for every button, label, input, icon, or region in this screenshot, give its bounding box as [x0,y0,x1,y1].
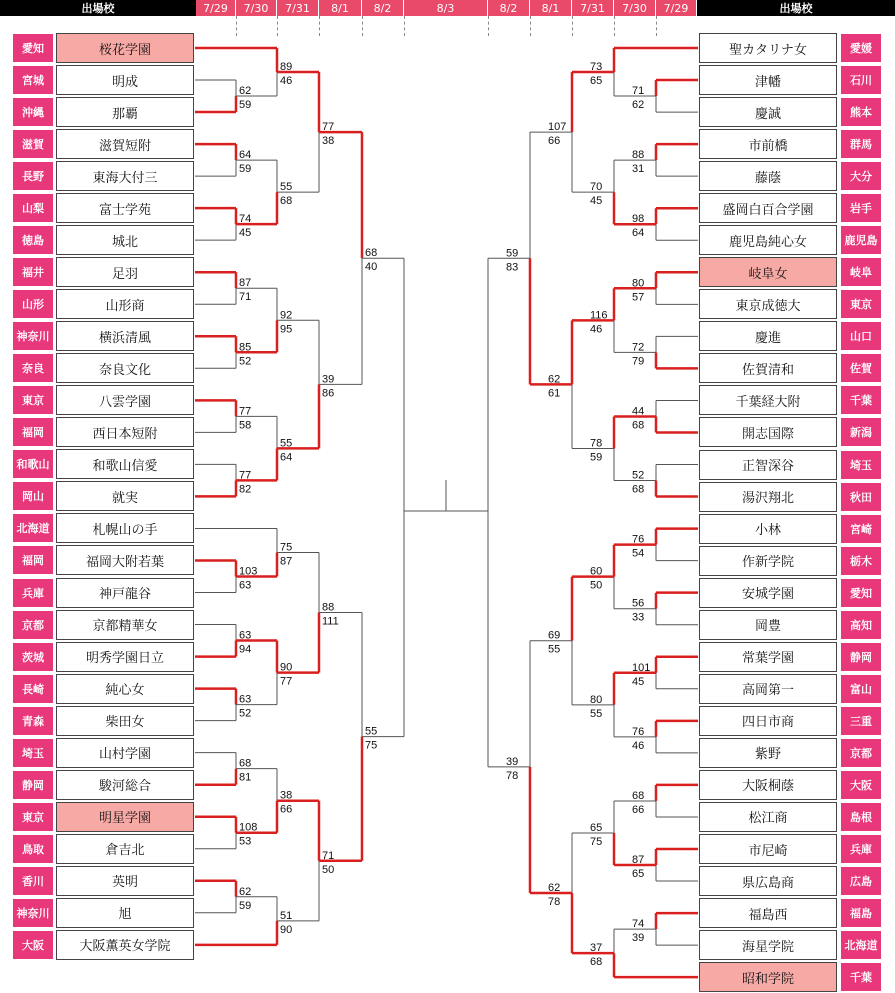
prefecture-label: 栃木 [841,547,881,575]
score-label: 71 [239,291,252,304]
team-name[interactable]: 柴田女 [56,706,194,736]
date-right-1: 8/1 [530,0,572,16]
score-label: 68 [280,195,293,208]
prefecture-label: 京都 [841,739,881,767]
score-label: 77 [280,675,293,688]
score-label: 85 [239,341,252,354]
score-label: 90 [280,661,293,674]
prefecture-label: 福岡 [13,546,53,574]
score-label: 77 [322,121,335,134]
prefecture-label: 滋賀 [13,130,53,158]
score-label: 55 [280,437,293,450]
score-label: 46 [280,75,293,88]
team-name[interactable]: 藤蔭 [699,161,837,191]
team-name[interactable]: 城北 [56,225,194,255]
score-label: 69 [548,629,561,642]
score-label: 116 [590,309,608,322]
prefecture-label: 東京 [13,803,53,831]
prefecture-label: 神奈川 [13,899,53,927]
prefecture-label: 愛知 [13,34,53,62]
score-label: 37 [590,942,603,955]
score-label: 59 [239,163,252,176]
team-name[interactable]: 横浜清風 [56,321,194,351]
team-name[interactable]: 海星学院 [699,930,837,960]
score-label: 87 [280,555,293,568]
score-label: 90 [280,923,293,936]
prefecture-label: 長野 [13,162,53,190]
score-label: 88 [322,601,335,614]
prefecture-label: 岡山 [13,482,53,510]
score-label: 78 [590,437,603,450]
score-label: 44 [632,405,645,418]
score-label: 53 [239,835,252,848]
score-label: 40 [365,261,378,274]
score-label: 94 [239,643,252,656]
score-label: 74 [632,918,645,931]
date-left-2: 7/31 [277,0,319,16]
score-label: 80 [632,277,645,290]
score-label: 95 [280,323,293,336]
prefecture-label: 静岡 [841,643,881,671]
prefecture-label: 新潟 [841,418,881,446]
prefecture-label: 宮城 [13,66,53,94]
prefecture-label: 山梨 [13,194,53,222]
score-label: 107 [548,121,567,134]
team-name[interactable]: 明成 [56,65,194,95]
score-label: 74 [239,213,252,226]
round-divider [319,16,320,36]
score-label: 63 [239,629,252,642]
score-label: 39 [506,755,519,768]
date-left-1: 7/30 [236,0,277,16]
prefecture-label: 埼玉 [841,451,881,479]
team-name[interactable]: 京都精華女 [56,610,194,640]
team-name[interactable]: 西日本短附 [56,417,194,447]
team-name[interactable]: 正智深谷 [699,450,837,480]
prefecture-label: 広島 [841,867,881,895]
team-name[interactable]: 明星学園 [56,802,194,832]
prefecture-label: 愛媛 [841,34,881,62]
score-label: 61 [548,387,561,400]
team-name[interactable]: 大阪薫英女学院 [56,930,194,960]
team-name[interactable]: 純心女 [56,674,194,704]
prefecture-label: 島根 [841,803,881,831]
score-label: 83 [506,261,519,274]
team-name[interactable]: 足羽 [56,257,194,287]
date-left-4: 8/2 [362,0,404,16]
score-label: 62 [239,85,252,98]
prefecture-label: 岩手 [841,194,881,222]
score-label: 46 [590,323,603,336]
score-label: 39 [322,373,335,386]
score-label: 64 [280,451,293,464]
score-label: 81 [239,771,252,784]
prefecture-label: 鹿児島 [841,226,881,254]
score-label: 54 [632,547,645,560]
team-name[interactable]: 和歌山信愛 [56,449,194,479]
prefecture-label: 愛知 [841,579,881,607]
prefecture-label: 石川 [841,66,881,94]
team-name[interactable]: 岐阜女 [699,257,837,287]
prefecture-label: 静岡 [13,771,53,799]
prefecture-label: 沖縄 [13,98,53,126]
score-label: 82 [239,483,252,496]
team-name[interactable]: 慶進 [699,321,837,351]
prefecture-label: 福岡 [13,418,53,446]
score-label: 77 [239,469,252,482]
score-label: 59 [506,247,519,260]
score-label: 79 [632,355,645,368]
score-label: 59 [239,899,252,912]
team-name[interactable]: 滋賀短附 [56,129,194,159]
prefecture-label: 千葉 [841,963,881,991]
date-right-2: 7/31 [572,0,614,16]
score-label: 60 [590,565,603,578]
score-label: 71 [632,85,645,98]
score-label: 62 [548,882,561,895]
prefecture-label: 徳島 [13,226,53,254]
score-label: 45 [239,227,252,240]
prefecture-label: 佐賀 [841,354,881,382]
score-label: 57 [632,291,645,304]
score-label: 66 [632,803,645,816]
prefecture-label: 北海道 [841,931,881,959]
score-label: 101 [632,661,651,674]
score-label: 98 [632,213,645,226]
score-label: 38 [280,789,293,802]
team-name[interactable]: 千葉経大附 [699,385,837,415]
prefecture-label: 高知 [841,611,881,639]
prefecture-label: 京都 [13,611,53,639]
score-label: 62 [632,99,645,112]
score-label: 111 [322,615,339,628]
prefecture-label: 群馬 [841,130,881,158]
team-name[interactable]: 岡豊 [699,610,837,640]
team-name[interactable]: 奈良文化 [56,353,194,383]
score-label: 86 [322,387,335,400]
team-name[interactable]: 大阪桐蔭 [699,770,837,800]
round-divider [656,16,657,36]
score-label: 65 [590,75,603,88]
team-name[interactable]: 英明 [56,866,194,896]
score-label: 62 [239,885,252,898]
team-name[interactable]: 紫野 [699,738,837,768]
team-name[interactable]: 札幌山の手 [56,513,194,543]
round-divider [277,16,278,36]
score-label: 64 [239,149,252,162]
score-label: 55 [548,643,561,656]
date-right-4: 7/29 [656,0,697,16]
score-label: 59 [239,99,252,112]
score-label: 76 [632,725,645,738]
score-label: 88 [632,149,645,162]
score-label: 75 [280,541,293,554]
score-label: 73 [590,61,603,74]
team-name[interactable]: 松江商 [699,802,837,832]
score-label: 45 [590,195,603,208]
prefecture-label: 山形 [13,290,53,318]
prefecture-label: 福島 [841,899,881,927]
team-name[interactable]: 佐賀清和 [699,353,837,383]
score-label: 87 [239,277,252,290]
prefecture-label: 和歌山 [13,450,53,478]
prefecture-label: 北海道 [13,514,53,542]
score-label: 55 [280,181,293,194]
score-label: 64 [632,227,645,240]
score-label: 72 [632,341,645,354]
prefecture-label: 三重 [841,707,881,735]
team-name[interactable]: 高岡第一 [699,674,837,704]
team-name[interactable]: 開志国際 [699,417,837,447]
team-name[interactable]: 那覇 [56,97,194,127]
prefecture-label: 兵庫 [13,579,53,607]
team-name[interactable]: 富士学苑 [56,193,194,223]
date-header-final: 8/3 [404,0,488,16]
score-label: 68 [239,757,252,770]
prefecture-label: 大分 [841,162,881,190]
team-name[interactable]: 常葉学園 [699,642,837,672]
team-name[interactable]: 市前橋 [699,129,837,159]
team-name[interactable]: 駿河総合 [56,770,194,800]
team-name[interactable]: 慶誠 [699,97,837,127]
prefecture-label: 東京 [841,290,881,318]
score-label: 55 [590,707,603,720]
score-label: 58 [239,419,252,432]
score-label: 52 [632,469,645,482]
score-label: 68 [632,789,645,802]
date-right-3: 7/30 [614,0,656,16]
score-label: 75 [365,739,378,752]
score-label: 78 [548,896,561,909]
score-label: 33 [632,611,645,624]
team-name[interactable]: 旭 [56,898,194,928]
score-label: 75 [590,835,603,848]
prefecture-label: 東京 [13,386,53,414]
prefecture-label: 神奈川 [13,322,53,350]
team-name[interactable]: 安城学園 [699,578,837,608]
score-label: 66 [548,135,561,148]
score-label: 89 [280,61,293,74]
date-right-0: 8/2 [488,0,530,16]
prefecture-label: 兵庫 [841,835,881,863]
team-name[interactable]: 小林 [699,514,837,544]
round-divider [362,16,363,36]
score-label: 65 [590,821,603,834]
score-label: 62 [548,373,561,386]
score-label: 52 [239,707,252,720]
team-name[interactable]: 就実 [56,481,194,511]
team-name[interactable]: 鹿児島純心女 [699,225,837,255]
round-divider [404,16,405,36]
header-right-label: 出場校 [697,0,895,16]
date-left-0: 7/29 [196,0,236,16]
date-left-3: 8/1 [319,0,362,16]
score-label: 77 [239,405,252,418]
team-name[interactable]: 県広島商 [699,866,837,896]
team-name[interactable]: 倉吉北 [56,834,194,864]
score-label: 46 [632,739,645,752]
prefecture-label: 熊本 [841,98,881,126]
prefecture-label: 福井 [13,258,53,286]
score-label: 87 [632,854,645,867]
score-label: 59 [590,451,603,464]
score-label: 68 [632,483,645,496]
score-label: 68 [632,419,645,432]
score-label: 51 [280,909,293,922]
score-label: 108 [239,821,258,834]
team-name[interactable]: 福岡大附若葉 [56,545,194,575]
team-name[interactable]: 津幡 [699,65,837,95]
score-label: 80 [590,693,603,706]
prefecture-label: 青森 [13,707,53,735]
score-label: 52 [239,355,252,368]
round-divider [614,16,615,36]
score-label: 68 [365,247,378,260]
score-label: 68 [590,956,603,969]
score-label: 63 [239,579,252,592]
prefecture-label: 奈良 [13,354,53,382]
prefecture-label: 大阪 [13,931,53,959]
score-label: 65 [632,868,645,881]
team-name[interactable]: 東海大付三 [56,161,194,191]
score-label: 71 [322,849,335,862]
prefecture-label: 山口 [841,322,881,350]
team-name[interactable]: 聖カタリナ女 [699,33,837,63]
team-name[interactable]: 山村学園 [56,738,194,768]
prefecture-label: 秋田 [841,483,881,511]
round-divider [572,16,573,36]
round-divider [236,16,237,36]
score-label: 63 [239,693,252,706]
score-label: 50 [322,863,335,876]
score-label: 45 [632,675,645,688]
team-name[interactable]: 盛岡白百合学園 [699,193,837,223]
round-divider [530,16,531,36]
prefecture-label: 大阪 [841,771,881,799]
score-label: 92 [280,309,293,322]
prefecture-label: 富山 [841,675,881,703]
team-name[interactable]: 山形商 [56,289,194,319]
score-label: 55 [365,725,378,738]
score-label: 66 [280,803,293,816]
team-name[interactable]: 桜花学園 [56,33,194,63]
team-name[interactable]: 四日市商 [699,706,837,736]
team-name[interactable]: 市尼崎 [699,834,837,864]
team-name[interactable]: 福島西 [699,898,837,928]
header-left-label: 出場校 [0,0,196,16]
prefecture-label: 鳥取 [13,835,53,863]
score-label: 56 [632,597,645,610]
score-label: 50 [590,579,603,592]
prefecture-label: 岐阜 [841,258,881,286]
team-name[interactable]: 昭和学院 [699,962,837,992]
team-name[interactable]: 作新学院 [699,546,837,576]
round-divider [488,16,489,36]
team-name[interactable]: 湯沢翔北 [699,482,837,512]
team-name[interactable]: 八雲学園 [56,385,194,415]
score-label: 38 [322,135,335,148]
prefecture-label: 埼玉 [13,739,53,767]
prefecture-label: 千葉 [841,386,881,414]
team-name[interactable]: 神戸龍谷 [56,578,194,608]
score-label: 78 [506,769,519,782]
prefecture-label: 香川 [13,867,53,895]
prefecture-label: 茨城 [13,643,53,671]
team-name[interactable]: 東京成徳大 [699,289,837,319]
score-label: 76 [632,533,645,546]
score-label: 39 [632,932,645,945]
score-label: 70 [590,181,603,194]
score-label: 103 [239,565,258,578]
prefecture-label: 長崎 [13,675,53,703]
prefecture-label: 宮崎 [841,515,881,543]
score-label: 31 [632,163,645,176]
team-name[interactable]: 明秀学園日立 [56,642,194,672]
